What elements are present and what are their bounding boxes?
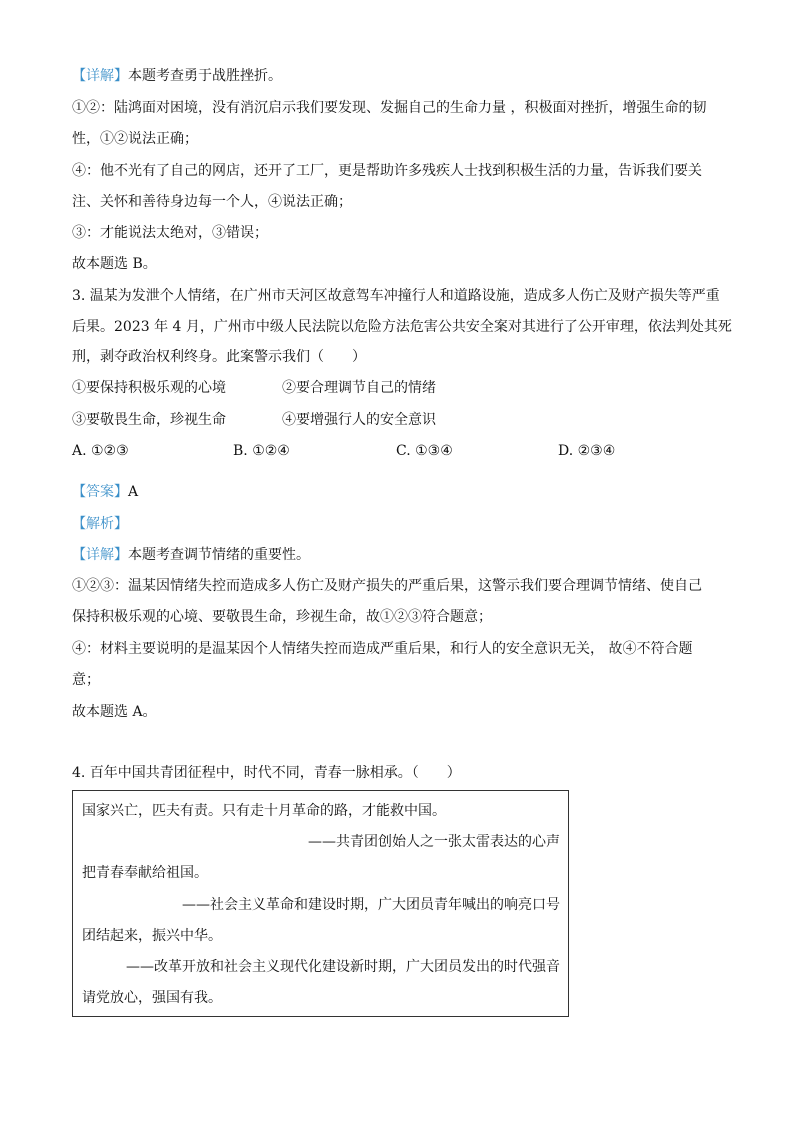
q2-analysis-1-line-2: 性，①②说法正确； xyxy=(72,131,198,147)
q3-item-4: ④要增强行人的安全意识 xyxy=(282,412,436,428)
q4-stem: 4. 百年中国共青团征程中，时代不同，青春一脉相承。（ ） xyxy=(72,765,461,781)
material-source-3: ——改革开放和社会主义现代化建设新时期，广大团员发出的时代强音 xyxy=(126,959,560,975)
q3-answer-value: A xyxy=(128,484,139,500)
q3-item-1: ①要保持积极乐观的心境 xyxy=(72,380,226,396)
material-quote-2: 把青春奉献给祖国。 xyxy=(82,865,208,881)
q3-detail-text: 本题考查调节情绪的重要性。 xyxy=(128,547,310,563)
material-source-2: ——社会主义革命和建设时期，广大团员青年喊出的响亮口号 xyxy=(182,897,560,913)
q3-stem-line-2: 后果。2023 年 4 月，广州市中级人民法院以危险方法危害公共安全案对其进行了公开审理，依法判处其死 xyxy=(72,319,732,335)
answer-label: 【答案】 xyxy=(72,484,128,500)
q3-stem-line-1: 3. 温某为发泄个人情绪，在广州市天河区故意驾车冲撞行人和道路设施，造成多人伤亡及财产损失等严重 xyxy=(72,288,720,304)
material-quote-4: 请党放心，强国有我。 xyxy=(82,990,222,1006)
material-quote-1: 国家兴亡，匹夫有责。只有走十月革命的路，才能救中国。 xyxy=(82,803,446,819)
q3-option-c: C. ①③④ xyxy=(396,443,453,459)
q2-analysis-2-line-1: ④：他不光有了自己的网店，还开了工厂，更是帮助许多残疾人士找到积极生活的力量，告诉我们要关 xyxy=(72,163,702,179)
detail-label: 【详解】 xyxy=(72,68,128,84)
q2-conclusion: 故本题选 B。 xyxy=(72,256,157,272)
q2-analysis-2-line-2: 注、关怀和善待身边每一个人，④说法正确； xyxy=(72,194,352,210)
q3-stem-line-3: 刑，剥夺政治权利终身。此案警示我们（ ） xyxy=(72,349,366,365)
q3-option-a: A. ①②③ xyxy=(72,443,129,459)
q3-option-d: D. ②③④ xyxy=(558,443,616,459)
q2-analysis-3: ③：才能说法太绝对，③错误； xyxy=(72,225,268,241)
q3-analysis-2-line-2: 意； xyxy=(72,672,100,688)
q3-detail-line xyxy=(72,545,310,565)
q2-analysis-1-line-1: ①②：陆鸿面对困境，没有消沉启示我们要发现、发掘自己的生命力量 ，积极面对挫折，增强生命的韧 xyxy=(72,100,707,116)
material-source-1: ——共青团创始人之一张太雷表达的心声 xyxy=(308,834,560,850)
q3-analysis-2-line-1: ④：材料主要说明的是温某因个人情绪失控而造成严重后果，和行人的安全意识无关， 故④不符合题 xyxy=(72,641,693,657)
q2-detail-line xyxy=(72,66,282,86)
detail-label: 【详解】 xyxy=(72,547,128,563)
q3-analysis-1-line-2: 保持积极乐观的心境、要敬畏生命，珍视生命，故①②③符合题意； xyxy=(72,609,492,625)
q3-item-2: ②要合理调节自己的情绪 xyxy=(282,380,436,396)
q2-detail-text: 本题考查勇于战胜挫折。 xyxy=(128,68,282,84)
q3-item-3: ③要敬畏生命，珍视生命 xyxy=(72,412,226,428)
q3-answer-line xyxy=(72,482,138,502)
q3-conclusion: 故本题选 A。 xyxy=(72,704,157,720)
analysis-label: 【解析】 xyxy=(72,516,128,532)
q4-material-box xyxy=(72,790,569,1017)
material-quote-3: 团结起来，振兴中华。 xyxy=(82,928,222,944)
q3-option-b: B. ①②④ xyxy=(233,443,290,459)
q3-analysis-1-line-1: ①②③：温某因情绪失控而造成多人伤亡及财产损失的严重后果，这警示我们要合理调节情绪、使自己 xyxy=(72,578,702,594)
